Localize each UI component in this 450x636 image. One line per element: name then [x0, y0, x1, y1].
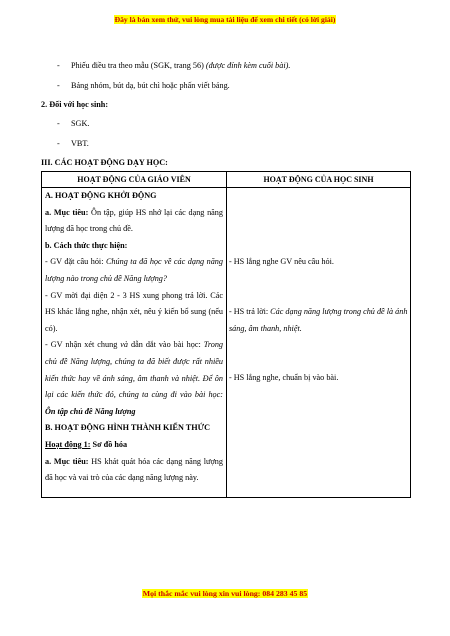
activity-table — [41, 171, 411, 498]
subheading-students: 2. Đối với học sinh: — [41, 100, 109, 109]
goal-activity-1: a. Mục tiêu: HS khát quát hóa các dạng năng lượng đã học và vai trò của các dạng năng lượng này. — [45, 456, 223, 483]
teacher-summary: - GV nhận xét chung và dẫn dắt vào bài học: Trong chủ đề Năng lượng, chúng ta đã biết được rất nhiều kiến thức hay về ánh sáng, âm thanh và nhiệt. Để ôn lại các kiến thức đó, chúng ta cùng đi vào bài học: Ôn tập chủ đề Năng lượng — [45, 340, 224, 416]
student-response-3: - HS lắng nghe, chuẩn bị vào bài. — [229, 373, 339, 382]
section-heading: III. CÁC HOẠT ĐỘNG DẠY HỌC: — [41, 158, 168, 167]
teacher-question: - GV đặt câu hỏi: Chúng ta đã học về các dạng năng lượng nào trong chủ đề Năng lượng? — [45, 257, 223, 283]
student-response-1: - HS lắng nghe GV nêu câu hỏi. — [229, 257, 334, 266]
intro-section — [41, 56, 411, 172]
teacher-cell — [42, 188, 227, 498]
contact-footer: Mọi thắc mắc vui lòng xin vui lòng: 084 283 45 85 — [142, 589, 308, 598]
student-column-header: HOẠT ĐỘNG CỦA HỌC SINH — [227, 172, 411, 188]
activity-1-title: Hoạt động 1: Sơ đồ hóa — [45, 439, 128, 449]
section-a-title: A. HOẠT ĐỘNG KHỞI ĐỘNG — [45, 191, 157, 200]
preview-banner: Đây là bản xem thử, vui lòng mua tài liệu để xem chi tiết (có lời giải) — [114, 15, 336, 24]
teacher-column-header: HOẠT ĐỘNG CỦA GIÁO VIÊN — [42, 172, 227, 188]
student-cell — [227, 188, 411, 498]
table-header-row — [42, 172, 411, 188]
goal-a: a. Mục tiêu: Ôn tập, giúp HS nhớ lại các dạng năng lượng đã học trong chủ đề. — [45, 207, 223, 234]
student-response-2: - HS trả lời: Các dạng năng lượng trong chủ đề là ánh sáng, âm thanh, nhiệt. — [229, 307, 408, 333]
section-b-title: B. HOẠT ĐỘNG HÌNH THÀNH KIẾN THỨC — [45, 423, 211, 433]
teacher-invite: - GV mời đại diện 2 - 3 HS xung phong trả lời. Các HS khác lắng nghe, nhận xét, nêu ý kiến bổ sung (nếu có). — [45, 290, 223, 333]
list-item: - VBT. — [41, 134, 411, 154]
list-item: - Phiếu điều tra theo mẫu (SGK, trang 56) (được đính kèm cuối bài). — [41, 56, 411, 76]
table-row — [42, 188, 411, 498]
list-item: - Bảng nhóm, bút dạ, bút chì hoặc phấn viết bảng. — [41, 76, 411, 96]
list-item: - SGK. — [41, 114, 411, 134]
method-title: b. Cách thức thực hiện: — [45, 240, 128, 250]
